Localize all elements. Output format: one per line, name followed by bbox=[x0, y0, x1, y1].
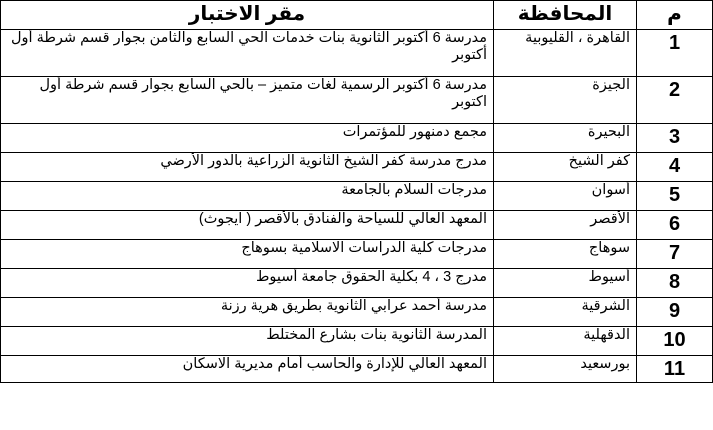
number-cell: 4 bbox=[637, 153, 713, 182]
number-cell: 7 bbox=[637, 240, 713, 269]
table-row bbox=[1, 182, 713, 211]
governorate-cell: الجيزة bbox=[494, 77, 637, 124]
table-row bbox=[1, 327, 713, 356]
venue-cell: مدرسة 6 أكتوبر الرسمية لغات متميز – بالحي السابع بجوار قسم شرطة أول اكتوبر bbox=[1, 77, 494, 124]
number-cell: 2 bbox=[637, 77, 713, 124]
venue-cell: المدرسة الثانوية بنات بشارع المختلط bbox=[1, 327, 494, 356]
venue-cell: المعهد العالي للإدارة والحاسب أمام مديرية الاسكان bbox=[1, 356, 494, 383]
number-cell: 9 bbox=[637, 298, 713, 327]
number-cell: 8 bbox=[637, 269, 713, 298]
number-cell: 6 bbox=[637, 211, 713, 240]
table-row bbox=[1, 356, 713, 383]
table-row bbox=[1, 77, 713, 124]
header-row bbox=[1, 1, 713, 30]
venue-cell: مجمع دمنهور للمؤتمرات bbox=[1, 124, 494, 153]
table-row bbox=[1, 211, 713, 240]
venue-cell: مدرسة أحمد عرابي الثانوية بطريق هرية رزنة bbox=[1, 298, 494, 327]
governorate-cell: أسوان bbox=[494, 182, 637, 211]
header-governorate: المحافظة bbox=[494, 1, 637, 30]
venue-cell: مدرسة 6 أكتوبر الثانوية بنات خدمات الحي السابع والثامن بجوار قسم شرطة أول أكتوبر bbox=[1, 30, 494, 77]
governorate-cell: الشرقية bbox=[494, 298, 637, 327]
header-number: م bbox=[637, 1, 713, 30]
number-cell: 5 bbox=[637, 182, 713, 211]
table-row bbox=[1, 240, 713, 269]
number-cell: 3 bbox=[637, 124, 713, 153]
governorate-cell: سوهاج bbox=[494, 240, 637, 269]
governorate-cell: البحيرة bbox=[494, 124, 637, 153]
governorate-cell: كفر الشيخ bbox=[494, 153, 637, 182]
table-row bbox=[1, 298, 713, 327]
number-cell: 1 bbox=[637, 30, 713, 77]
number-cell: 11 bbox=[637, 356, 713, 383]
table-row bbox=[1, 30, 713, 77]
governorate-cell: الدقهلية bbox=[494, 327, 637, 356]
table-row bbox=[1, 153, 713, 182]
venue-cell: مدرج مدرسة كفر الشيخ الثانوية الزراعية بالدور الأرضي bbox=[1, 153, 494, 182]
governorate-cell: بورسعيد bbox=[494, 356, 637, 383]
venue-cell: مدرج 3 ، 4 بكلية الحقوق جامعة أسيوط bbox=[1, 269, 494, 298]
number-cell: 10 bbox=[637, 327, 713, 356]
venue-cell: مدرجات السلام بالجامعة bbox=[1, 182, 494, 211]
table-row bbox=[1, 269, 713, 298]
venue-cell: المعهد العالي للسياحة والفنادق بالأقصر ( ايجوث) bbox=[1, 211, 494, 240]
venue-cell: مدرجات كلية الدراسات الاسلامية بسوهاج bbox=[1, 240, 494, 269]
governorate-cell: الأقصر bbox=[494, 211, 637, 240]
governorate-cell: أسيوط bbox=[494, 269, 637, 298]
table-row bbox=[1, 124, 713, 153]
governorate-cell: القاهرة ، القليوبية bbox=[494, 30, 637, 77]
header-venue: مقر الاختبار bbox=[1, 1, 494, 30]
